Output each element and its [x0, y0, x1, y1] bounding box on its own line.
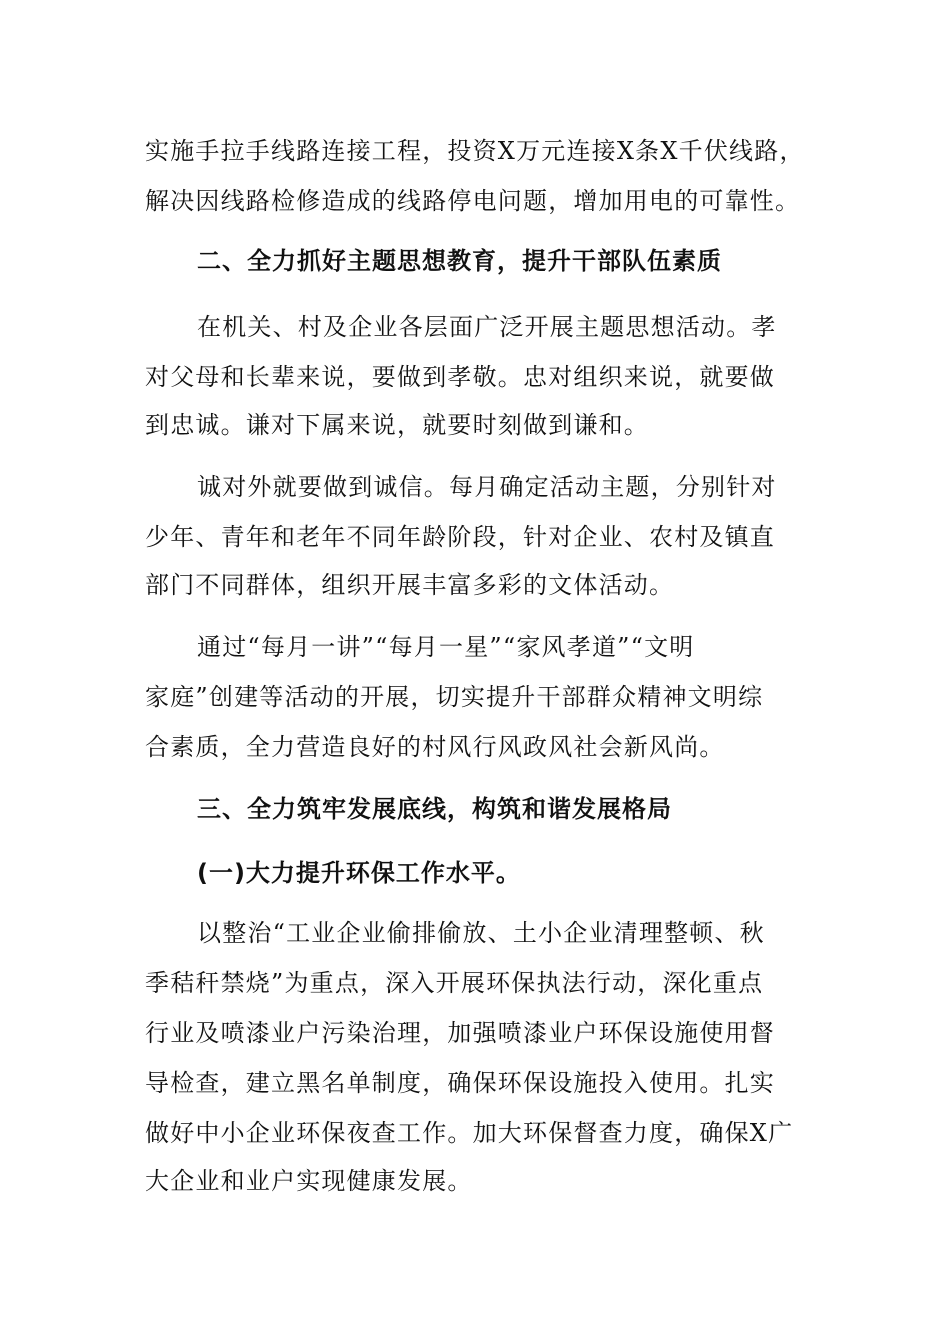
- paragraph-line: 导检查，建立黑名单制度，确保环保设施投入使用。扎实: [145, 1069, 775, 1097]
- paragraph-line: 少年、青年和老年不同年龄阶段，针对企业、农村及镇直: [145, 523, 775, 551]
- paragraph-line: 对父母和长辈来说，要做到孝敬。忠对组织来说，就要做: [145, 363, 775, 391]
- section-heading-3: 三、全力筑牢发展底线，构筑和谐发展格局: [197, 795, 672, 823]
- paragraph-line: 大企业和业户实现健康发展。: [145, 1167, 473, 1195]
- paragraph-line: 在机关、村及企业各层面广泛开展主题思想活动。孝: [197, 313, 777, 341]
- paragraph-line: 季秸秆禁烧”为重点，深入开展环保执法行动，深化重点: [145, 969, 764, 997]
- paragraph-line: 做好中小企业环保夜查工作。加大环保督查力度，确保X广: [145, 1119, 794, 1147]
- paragraph-line: 解决因线路检修造成的线路停电问题，增加用电的可靠性。: [145, 187, 801, 215]
- paragraph-line: 部门不同群体，组织开展丰富多彩的文体活动。: [145, 571, 675, 599]
- section-heading-2: 二、全力抓好主题思想教育，提升干部队伍素质: [197, 247, 722, 275]
- sub-heading-1: (一)大力提升环保工作水平。: [197, 859, 521, 887]
- paragraph-line: 合素质，全力营造良好的村风行风政风社会新风尚。: [145, 733, 725, 761]
- paragraph-line: 行业及喷漆业户污染治理，加强喷漆业户环保设施使用督: [145, 1019, 775, 1047]
- paragraph-line: 以整治“工业企业偷排偷放、土小企业清理整顿、秋: [197, 919, 765, 947]
- paragraph-line: 实施手拉手线路连接工程，投资X万元连接X条X千伏线路，: [145, 137, 805, 165]
- paragraph-line: 到忠诚。谦对下属来说，就要时刻做到谦和。: [145, 411, 649, 439]
- paragraph-line: 诚对外就要做到诚信。每月确定活动主题，分别针对: [197, 473, 777, 501]
- paragraph-line: 通过“每月一讲”“每月一星”“家风孝道”“文明: [197, 633, 695, 661]
- paragraph-line: 家庭”创建等活动的开展，切实提升干部群众精神文明综: [145, 683, 764, 711]
